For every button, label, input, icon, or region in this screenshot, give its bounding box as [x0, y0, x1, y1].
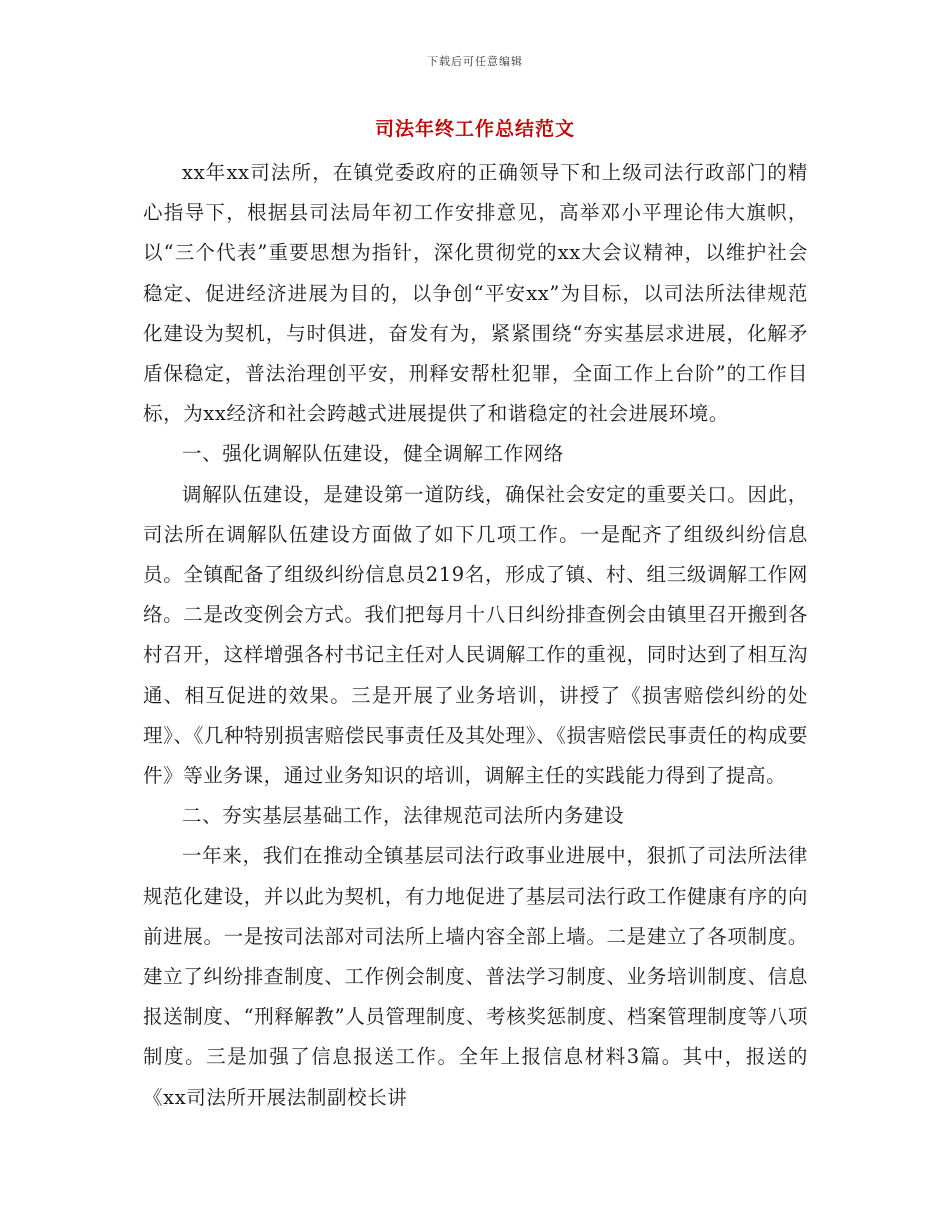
- paragraph-section-2: 一年来，我们在推动全镇基层司法行政事业进展中，狠抓了司法所法律规范化建设，并以此为契机，有力地促进了基层司法行政工作健康有序的向前进展。一是按司法部对司法所上墙内容全部上墙。二是建立了各项制度。建立了纠纷排查制度、工作例会制度、普法学习制度、业务培训制度、信息报送制度、“刑释解教”人员管理制度、考核奖惩制度、档案管理制度等八项制度。三是加强了信息报送工作。全年上报信息材料3篇。其中，报送的《xx司法所开展法制副校长讲: [143, 844, 808, 1109]
- paragraph-intro: xx年xx司法所，在镇党委政府的正确领导下和上级司法行政部门的精心指导下，根据县司法局年初工作安排意见，高举邓小平理论伟大旗帜，以“三个代表”重要思想为指针，深化贯彻党的xx大会议精神，以维护社会稳定、促进经济进展为目的，以争创“平安xx”为目标，以司法所法律规范化建设为契机，与时俱进，奋发有为，紧紧围绕“夯实基层求进展，化解矛盾保稳定，普法治理创平安，刑释安帮杜犯罪，全面工作上台阶”的工作目标，为xx经济和社会跨越式进展提供了和谐稳定的社会进展环境。: [143, 161, 808, 426]
- document-body: [143, 153, 808, 1118]
- header-note: 下载后可任意编辑: [427, 55, 523, 68]
- section-heading-2: 二、夯实基层基础工作，法律规范司法所内务建设: [182, 804, 625, 828]
- section-heading-1: 一、强化调解队伍建设，健全调解工作网络: [182, 442, 564, 466]
- document-title: 司法年终工作总结范文: [374, 118, 575, 140]
- paragraph-section-1: 调解队伍建设，是建设第一道防线，确保社会安定的重要关口。因此，司法所在调解队伍建设方面做了如下几项工作。一是配齐了组级纠纷信息员。全镇配备了组级纠纷信息员219名，形成了镇、村、组三级调解工作网络。二是改变例会方式。我们把每月十八日纠纷排查例会由镇里召开搬到各村召开，这样增强各村书记主任对人民调解工作的重视，同时达到了相互沟通、相互促进的效果。三是开展了业务培训，讲授了《损害赔偿纠纷的处理》、《几种特别损害赔偿民事责任及其处理》、《损害赔偿民事责任的构成要件》等业务课，通过业务知识的培训，调解主任的实践能力得到了提高。: [143, 482, 808, 788]
